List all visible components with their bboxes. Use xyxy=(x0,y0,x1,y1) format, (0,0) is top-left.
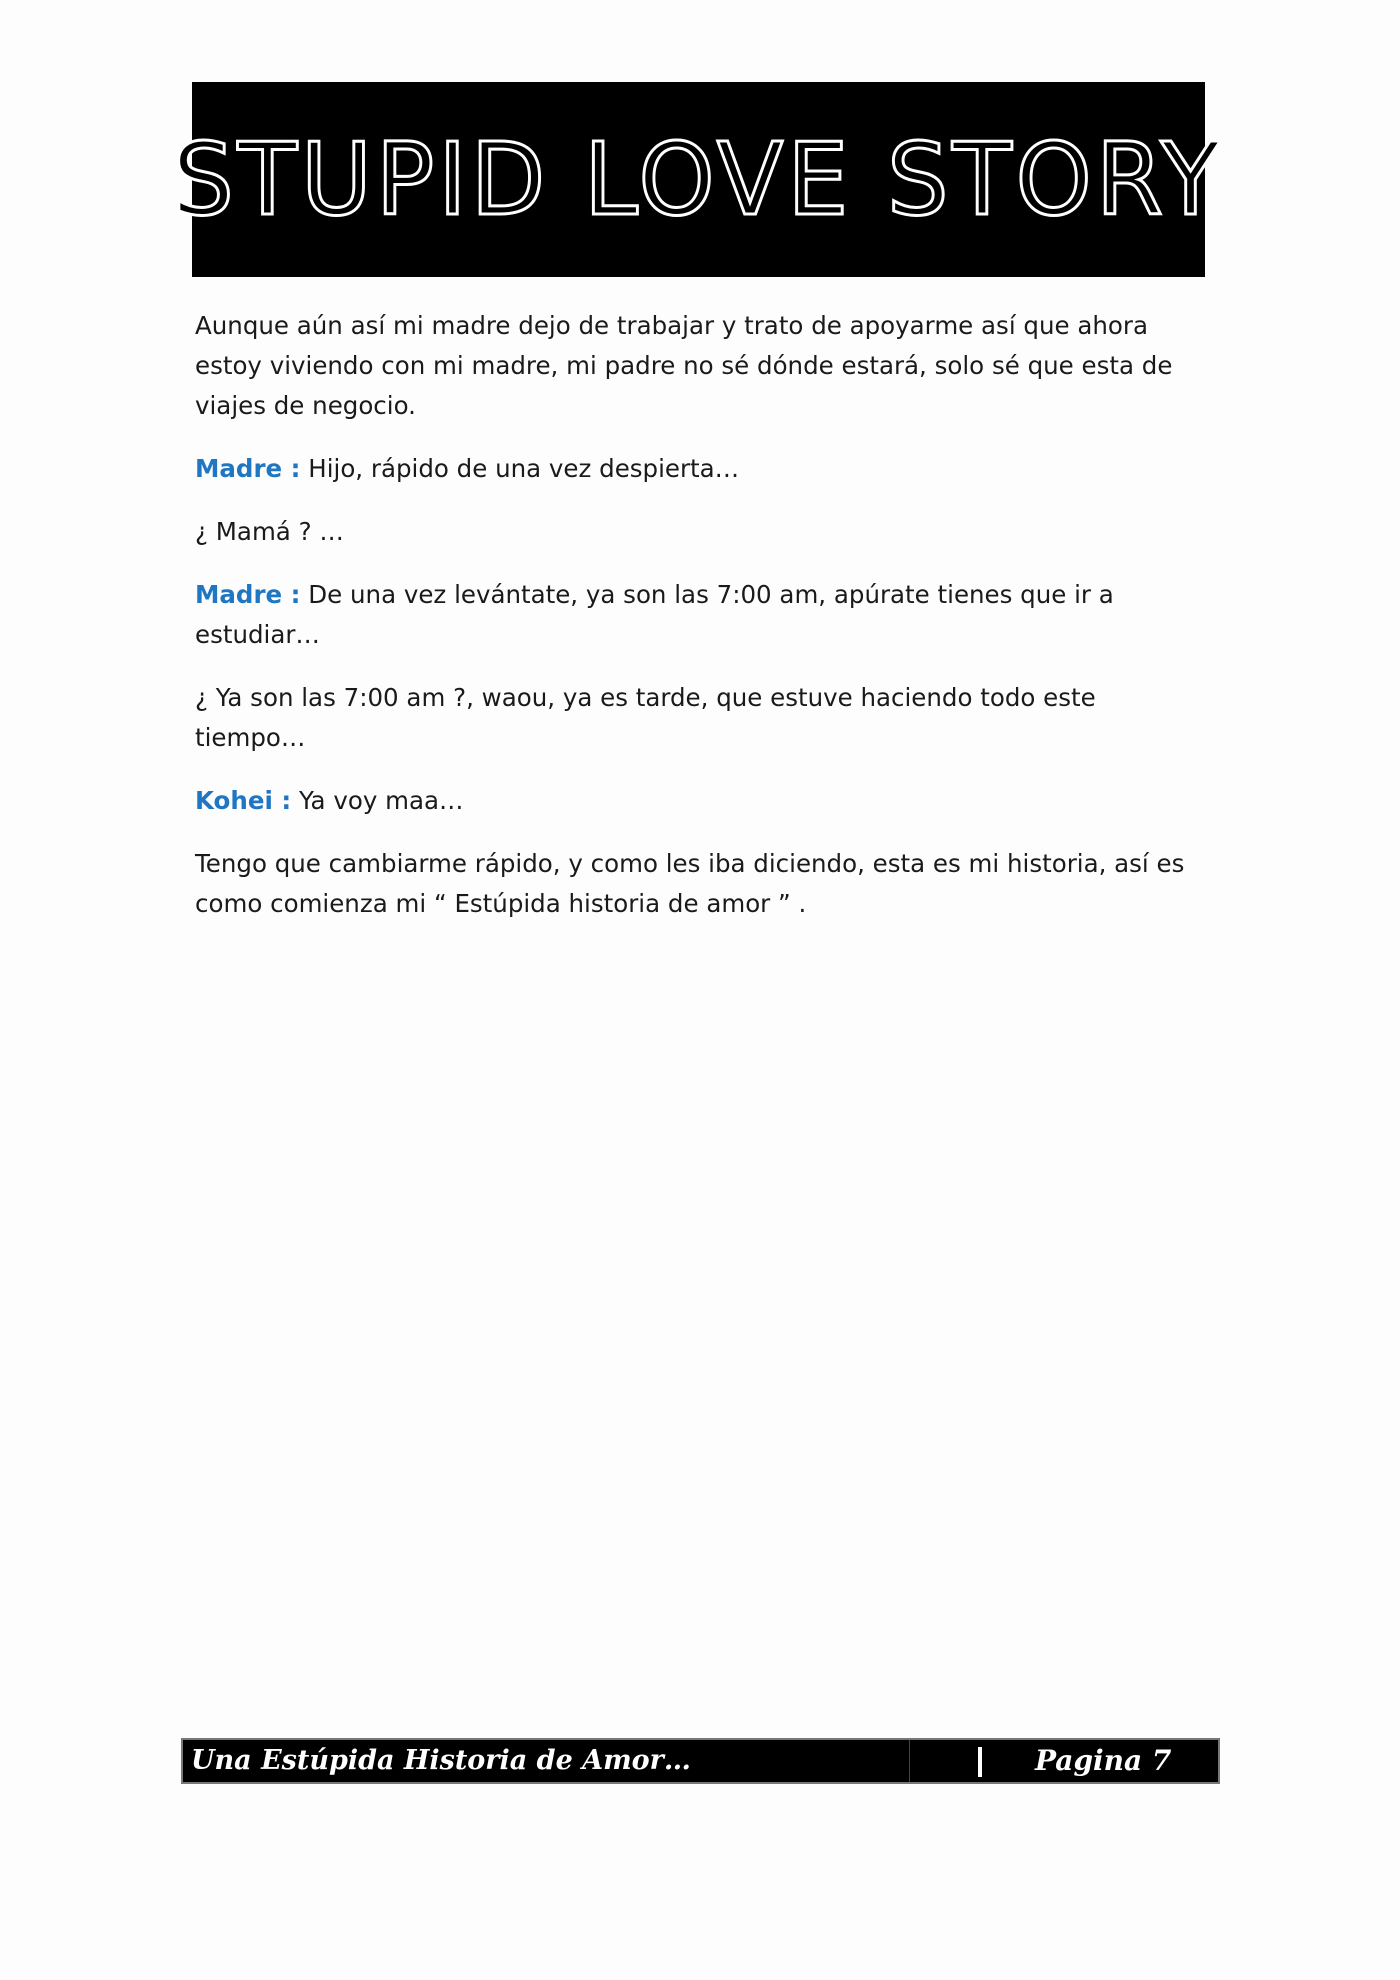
paragraph xyxy=(195,678,1195,758)
header-banner xyxy=(172,82,1225,277)
paragraph-text: ¿ Mamá ? … xyxy=(195,517,344,546)
header-title: STUPID LOVE STORY xyxy=(172,121,1225,238)
footer-divider xyxy=(909,1740,910,1782)
paragraph-text: ¿ Ya son las 7:00 am ?, waou, ya es tarde, que estuve haciendo todo este tiempo… xyxy=(195,683,1096,752)
dialogue-text: De una vez levántate, ya son las 7:00 am, apúrate tienes que ir a estudiar… xyxy=(195,580,1114,649)
paragraph xyxy=(195,512,1195,552)
speaker-label: Madre : xyxy=(195,580,301,609)
dialogue-text: Ya voy maa… xyxy=(298,786,464,815)
footer-bar xyxy=(181,1738,1220,1784)
dialogue-line xyxy=(195,575,1195,655)
dialogue-line xyxy=(195,449,1195,489)
page-number: Pagina 7 xyxy=(1035,1744,1172,1777)
footer-separator xyxy=(978,1747,982,1777)
paragraph xyxy=(195,306,1195,426)
speaker-label: Madre : xyxy=(195,454,301,483)
paragraph-text: Tengo que cambiarme rápido, y como les iba diciendo, esta es mi historia, así es como comienza mi “ Estúpida historia de amor ” . xyxy=(195,849,1185,918)
dialogue-line xyxy=(195,781,1195,821)
dialogue-text: Hijo, rápido de una vez despierta… xyxy=(308,454,740,483)
paragraph-text: Aunque aún así mi madre dejo de trabajar y trato de apoyarme así que ahora estoy viviendo con mi madre, mi padre no sé dónde estará, solo sé que esta de viajes de negocio. xyxy=(195,311,1173,420)
footer-book-title: Una Estúpida Historia de Amor… xyxy=(191,1745,691,1776)
paragraph xyxy=(195,844,1195,924)
speaker-label: Kohei : xyxy=(195,786,292,815)
document-body xyxy=(195,306,1195,947)
